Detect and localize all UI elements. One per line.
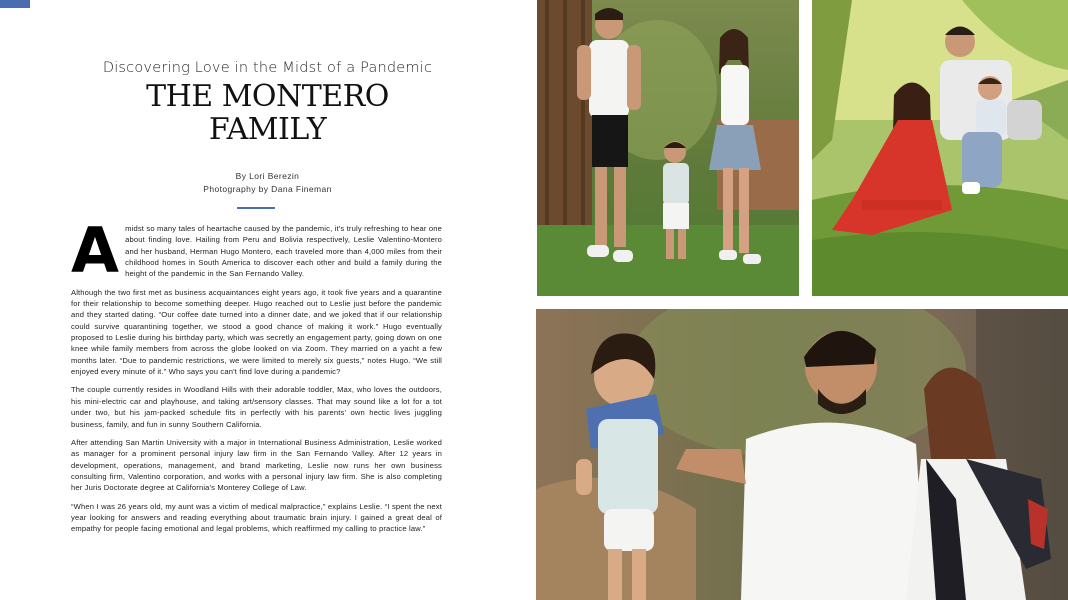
paragraph-5: “When I was 26 years old, my aunt was a victim of medical malpractice,” explains Leslie. “I spent the next year looking for answers and reading everything about traumatic brain injury. I gained a great deal of empathy for people facing emotional and legal problems, which reaffirmed my calling to practice law.”: [71, 501, 442, 534]
title-line-2: FAMILY: [208, 112, 327, 147]
paragraph-2: Although the two first met as business acquaintances eight years ago, it took five years and a quarantine for their relationship to become something deeper. Hugo reached out to Leslie just before the pandemic and they started dating. “Our coffee date turned into a dinner date, and we joked that if our relationship could survive quarantining together, we stood a good chance of making it work.” Hugo eventually proposed to Leslie during his birthday party, which was secretly an engagement party, going down on one knee while family members from across the globe looked on via Zoom. They married on a yacht a few months later. “Due to pandemic restrictions, we were limited to merely six guests,” notes Hugo. “We still enjoyed every minute of it.” Who says you can't find love during a pandemic?: [71, 287, 442, 377]
page-corner-tab: [0, 0, 30, 8]
byline-photographer: Photography by Dana Fineman: [203, 184, 332, 194]
photo-family-walking: [537, 0, 799, 296]
accent-rule: [237, 207, 275, 209]
byline-author: By Lori Berezin: [235, 171, 300, 181]
article-body: [71, 214, 442, 542]
paragraph-3: The couple currently resides in Woodland Hills with their adorable toddler, Max, who loves the outdoors, his mini-electric car and playhouse, and taking art/sensory classes. That may sound like a lot for a tot under two, but his jam-packed schedule fits in perfectly with his parents' own hectic lives juggling business, family, and fun in sunny Southern California.: [71, 385, 442, 429]
photo-family-closeup: [536, 309, 1068, 600]
drop-cap: A: [71, 214, 120, 287]
article-title: [60, 80, 475, 146]
paragraph-1-text: midst so many tales of heartache caused by the pandemic, it's truly refreshing to hear one about finding love. Hailing from Peru and Bolivia respectively, Leslie Valentino-Montero and her husband, Herman Hugo Montero, each traveled more than 4,000 miles from their childhood homes in South America to discover each other and build a family during the height of the pandemic in the San Fernando Valley.: [125, 224, 442, 279]
photo-family-sitting: [812, 0, 1068, 296]
title-line-1: THE MONTERO: [146, 79, 389, 114]
byline: [60, 170, 475, 196]
paragraph-1: [71, 214, 442, 287]
article-kicker: Discovering Love in the Midst of a Pandemic: [102, 60, 433, 76]
paragraph-4: After attending San Martin University with a major in International Business Administration, Leslie worked as manager for a prominent personal injury law firm in the San Fernando Valley. After 12 years in development, operations, management, and brand marketing, Leslie now runs her own business consulting firm, Valentino corporation, and works with a personal injury law firm. She is also completing her Juris Doctorate degree at California's Monterey College of Law.: [71, 437, 442, 493]
